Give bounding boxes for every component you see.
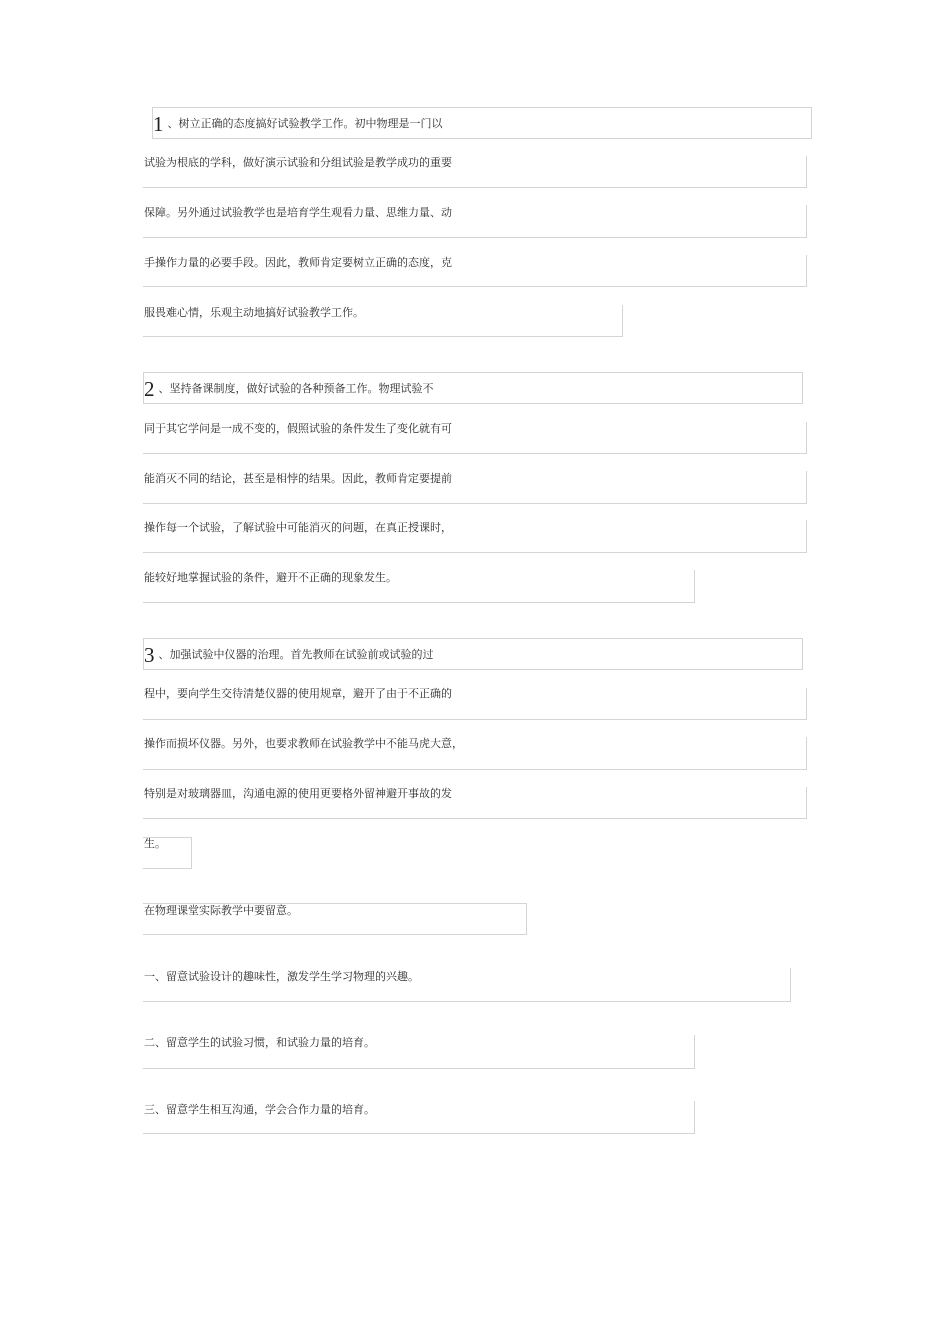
section-3-line-5: 生。 (144, 837, 166, 850)
section-2-line-3: 能消灭不同的结论，甚至是相悖的结果。因此，教师肯定要提前 (144, 472, 452, 485)
section-3-line-1: 3 、加强试验中仪器的治理。首先教师在试验前或试验的过 (144, 643, 434, 667)
section-1-line-3: 保障。另外通过试验教学也是培育学生观看力量、思维力量、动 (144, 206, 452, 219)
section-number: 2 (144, 377, 155, 401)
notes-item-2: 二、留意学生的试验习惯，和试验力量的培育。 (144, 1036, 375, 1049)
section-2-line-2: 同于其它学问是一成不变的，假照试验的条件发生了变化就有可 (144, 422, 452, 435)
section-1-line-4: 手操作力量的必要手段。因此，教师肯定要树立正确的态度，克 (144, 256, 452, 269)
section-1-line-1: 1 、树立正确的态度搞好试验教学工作。初中物理是一门以 (153, 112, 443, 136)
section-2-line-5: 能较好地掌握试验的条件，避开不正确的现象发生。 (144, 571, 397, 584)
section-2-line-4: 操作每一个试验，了解试验中可能消灭的问题，在真正授课时， (144, 521, 452, 534)
section-number: 1 (153, 112, 164, 136)
section-1-line-5: 服畏难心情，乐观主动地搞好试验教学工作。 (144, 306, 364, 319)
notes-item-1: 一、留意试验设计的趣味性，激发学生学习物理的兴趣。 (144, 970, 419, 983)
section-number: 3 (144, 643, 155, 667)
section-3-line-4: 特别是对玻璃器皿，沟通电源的使用更要格外留神避开事故的发 (144, 787, 452, 800)
section-1-line-2: 试验为根底的学科，做好演示试验和分组试验是教学成功的重要 (144, 156, 452, 169)
section-3-line-2: 程中，要向学生交待清楚仪器的使用规章，避开了由于不正确的 (144, 687, 452, 700)
notes-heading: 在物理课堂实际教学中要留意。 (144, 904, 298, 917)
section-2-line-1: 2 、坚持备课制度，做好试验的各种预备工作。物理试验不 (144, 377, 434, 401)
section-3-line-3: 操作而损坏仪器。另外，也要求教师在试验教学中不能马虎大意， (144, 737, 463, 750)
notes-item-3: 三、留意学生相互沟通，学会合作力量的培育。 (144, 1103, 375, 1116)
